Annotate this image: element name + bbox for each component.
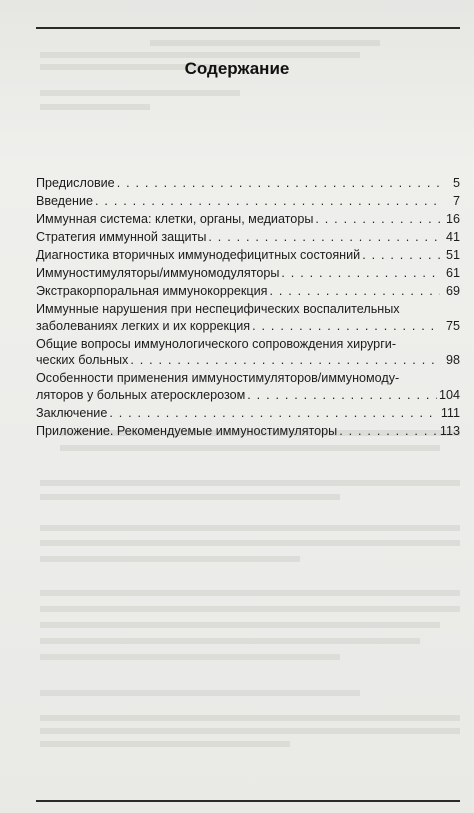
- toc-entry: [36, 370, 460, 403]
- bleed-through-mark: [40, 606, 460, 612]
- toc-entry: [36, 229, 460, 246]
- toc-entry: [36, 193, 460, 210]
- toc-entry-page-number: 5: [452, 176, 460, 190]
- toc-entry-page-number: 75: [445, 318, 460, 333]
- dot-leader: [339, 423, 438, 440]
- toc-entry: [36, 301, 460, 334]
- toc-entry: [36, 265, 460, 282]
- dot-leader: [269, 283, 440, 300]
- toc-entry-page-number: 61: [445, 266, 460, 280]
- toc-entry-row: [36, 405, 460, 422]
- bleed-through-mark: [40, 654, 340, 660]
- bleed-through-mark: [40, 52, 360, 58]
- bleed-through-mark: [150, 40, 380, 46]
- bleed-through-mark: [40, 715, 460, 721]
- toc-entry: [36, 423, 460, 440]
- toc-entry: [36, 405, 460, 422]
- toc-entry-row: [36, 283, 460, 300]
- toc-entry-page-number: 16: [445, 212, 460, 226]
- toc-entry-row: [36, 265, 460, 282]
- top-rule: [36, 27, 460, 29]
- toc-entry-page-number: 51: [445, 248, 460, 262]
- toc-entry: [36, 336, 460, 369]
- dot-leader: [109, 405, 439, 422]
- toc-entry-row: [36, 247, 460, 264]
- table-of-contents: [36, 175, 460, 441]
- bleed-through-mark: [40, 590, 460, 596]
- dot-leader: [95, 193, 440, 210]
- toc-entry-label: Иммуностимуляторы/иммуномодуляторы: [36, 266, 280, 280]
- toc-entry-title-line: Общие вопросы иммунологического сопровождения хирурги-: [36, 336, 397, 351]
- bleed-through-mark: [40, 556, 300, 562]
- bleed-through-mark: [40, 480, 460, 486]
- toc-entry-label: Введение: [36, 194, 94, 208]
- bleed-through-mark: [40, 622, 440, 628]
- toc-entry-label: ляторов у больных атеросклерозом: [36, 387, 246, 402]
- toc-entry-label: Экстракорпоральная иммунокоррекция: [36, 284, 268, 298]
- bleed-through-mark: [40, 741, 290, 747]
- toc-entry-row: [36, 193, 460, 210]
- toc-entry-page-number: 69: [445, 284, 460, 298]
- toc-entry-page-number: 41: [445, 230, 460, 244]
- dot-leader: [362, 247, 440, 264]
- toc-entry-label: Приложение. Рекомендуемые иммуностимуляторы: [36, 423, 338, 438]
- toc-entry-row: [36, 229, 460, 246]
- toc-entry-row: [36, 318, 460, 335]
- bottom-rule: [36, 800, 460, 802]
- dot-leader: [252, 318, 440, 335]
- dot-leader: [130, 352, 440, 369]
- toc-entry-label: Заключение: [36, 405, 108, 420]
- toc-entry-label: заболеваниях легких и их коррекция: [36, 318, 251, 333]
- toc-entry-page-number: 113: [439, 423, 460, 438]
- bleed-through-mark: [40, 540, 460, 546]
- dot-leader: [208, 229, 440, 246]
- toc-entry-label: Стратегия иммунной защиты: [36, 230, 207, 244]
- toc-entry-row: [36, 352, 460, 369]
- toc-entry-label: ческих больных: [36, 353, 129, 367]
- toc-entry: [36, 175, 460, 192]
- dot-leader: [315, 211, 440, 228]
- bleed-through-mark: [40, 104, 150, 110]
- toc-entry-page-number: 7: [452, 194, 460, 208]
- bleed-through-mark: [60, 445, 440, 451]
- dot-leader: [117, 175, 440, 192]
- toc-entry-page-number: 104: [438, 387, 460, 402]
- bleed-through-mark: [40, 728, 460, 734]
- bleed-through-mark: [40, 638, 420, 644]
- toc-entry-title-line: Особенности применения иммуностимуляторов/иммуномоду-: [36, 371, 400, 385]
- bleed-through-mark: [40, 494, 340, 500]
- toc-entry-label: Предисловие: [36, 176, 115, 190]
- bleed-through-mark: [40, 525, 460, 531]
- toc-entry-row: [36, 423, 460, 440]
- toc-entry-title-line: Иммунные нарушения при неспецифических воспалительных: [36, 302, 400, 316]
- toc-entry-label: Иммунная система: клетки, органы, медиаторы: [36, 212, 314, 226]
- toc-entry-page-number: 111: [440, 405, 460, 420]
- toc-entry-row: [36, 175, 460, 192]
- toc-entry-row: [36, 387, 460, 404]
- toc-entry-row: [36, 211, 460, 228]
- bleed-through-mark: [40, 690, 360, 696]
- toc-entry: [36, 247, 460, 264]
- page-title: Содержание: [184, 59, 290, 78]
- toc-entry-label: Диагностика вторичных иммунодефицитных состояний: [36, 248, 361, 262]
- toc-entry-page-number: 98: [445, 353, 460, 367]
- dot-leader: [247, 387, 437, 404]
- bleed-through-mark: [40, 90, 240, 96]
- dot-leader: [281, 265, 440, 282]
- toc-entry: [36, 211, 460, 228]
- toc-entry: [36, 283, 460, 300]
